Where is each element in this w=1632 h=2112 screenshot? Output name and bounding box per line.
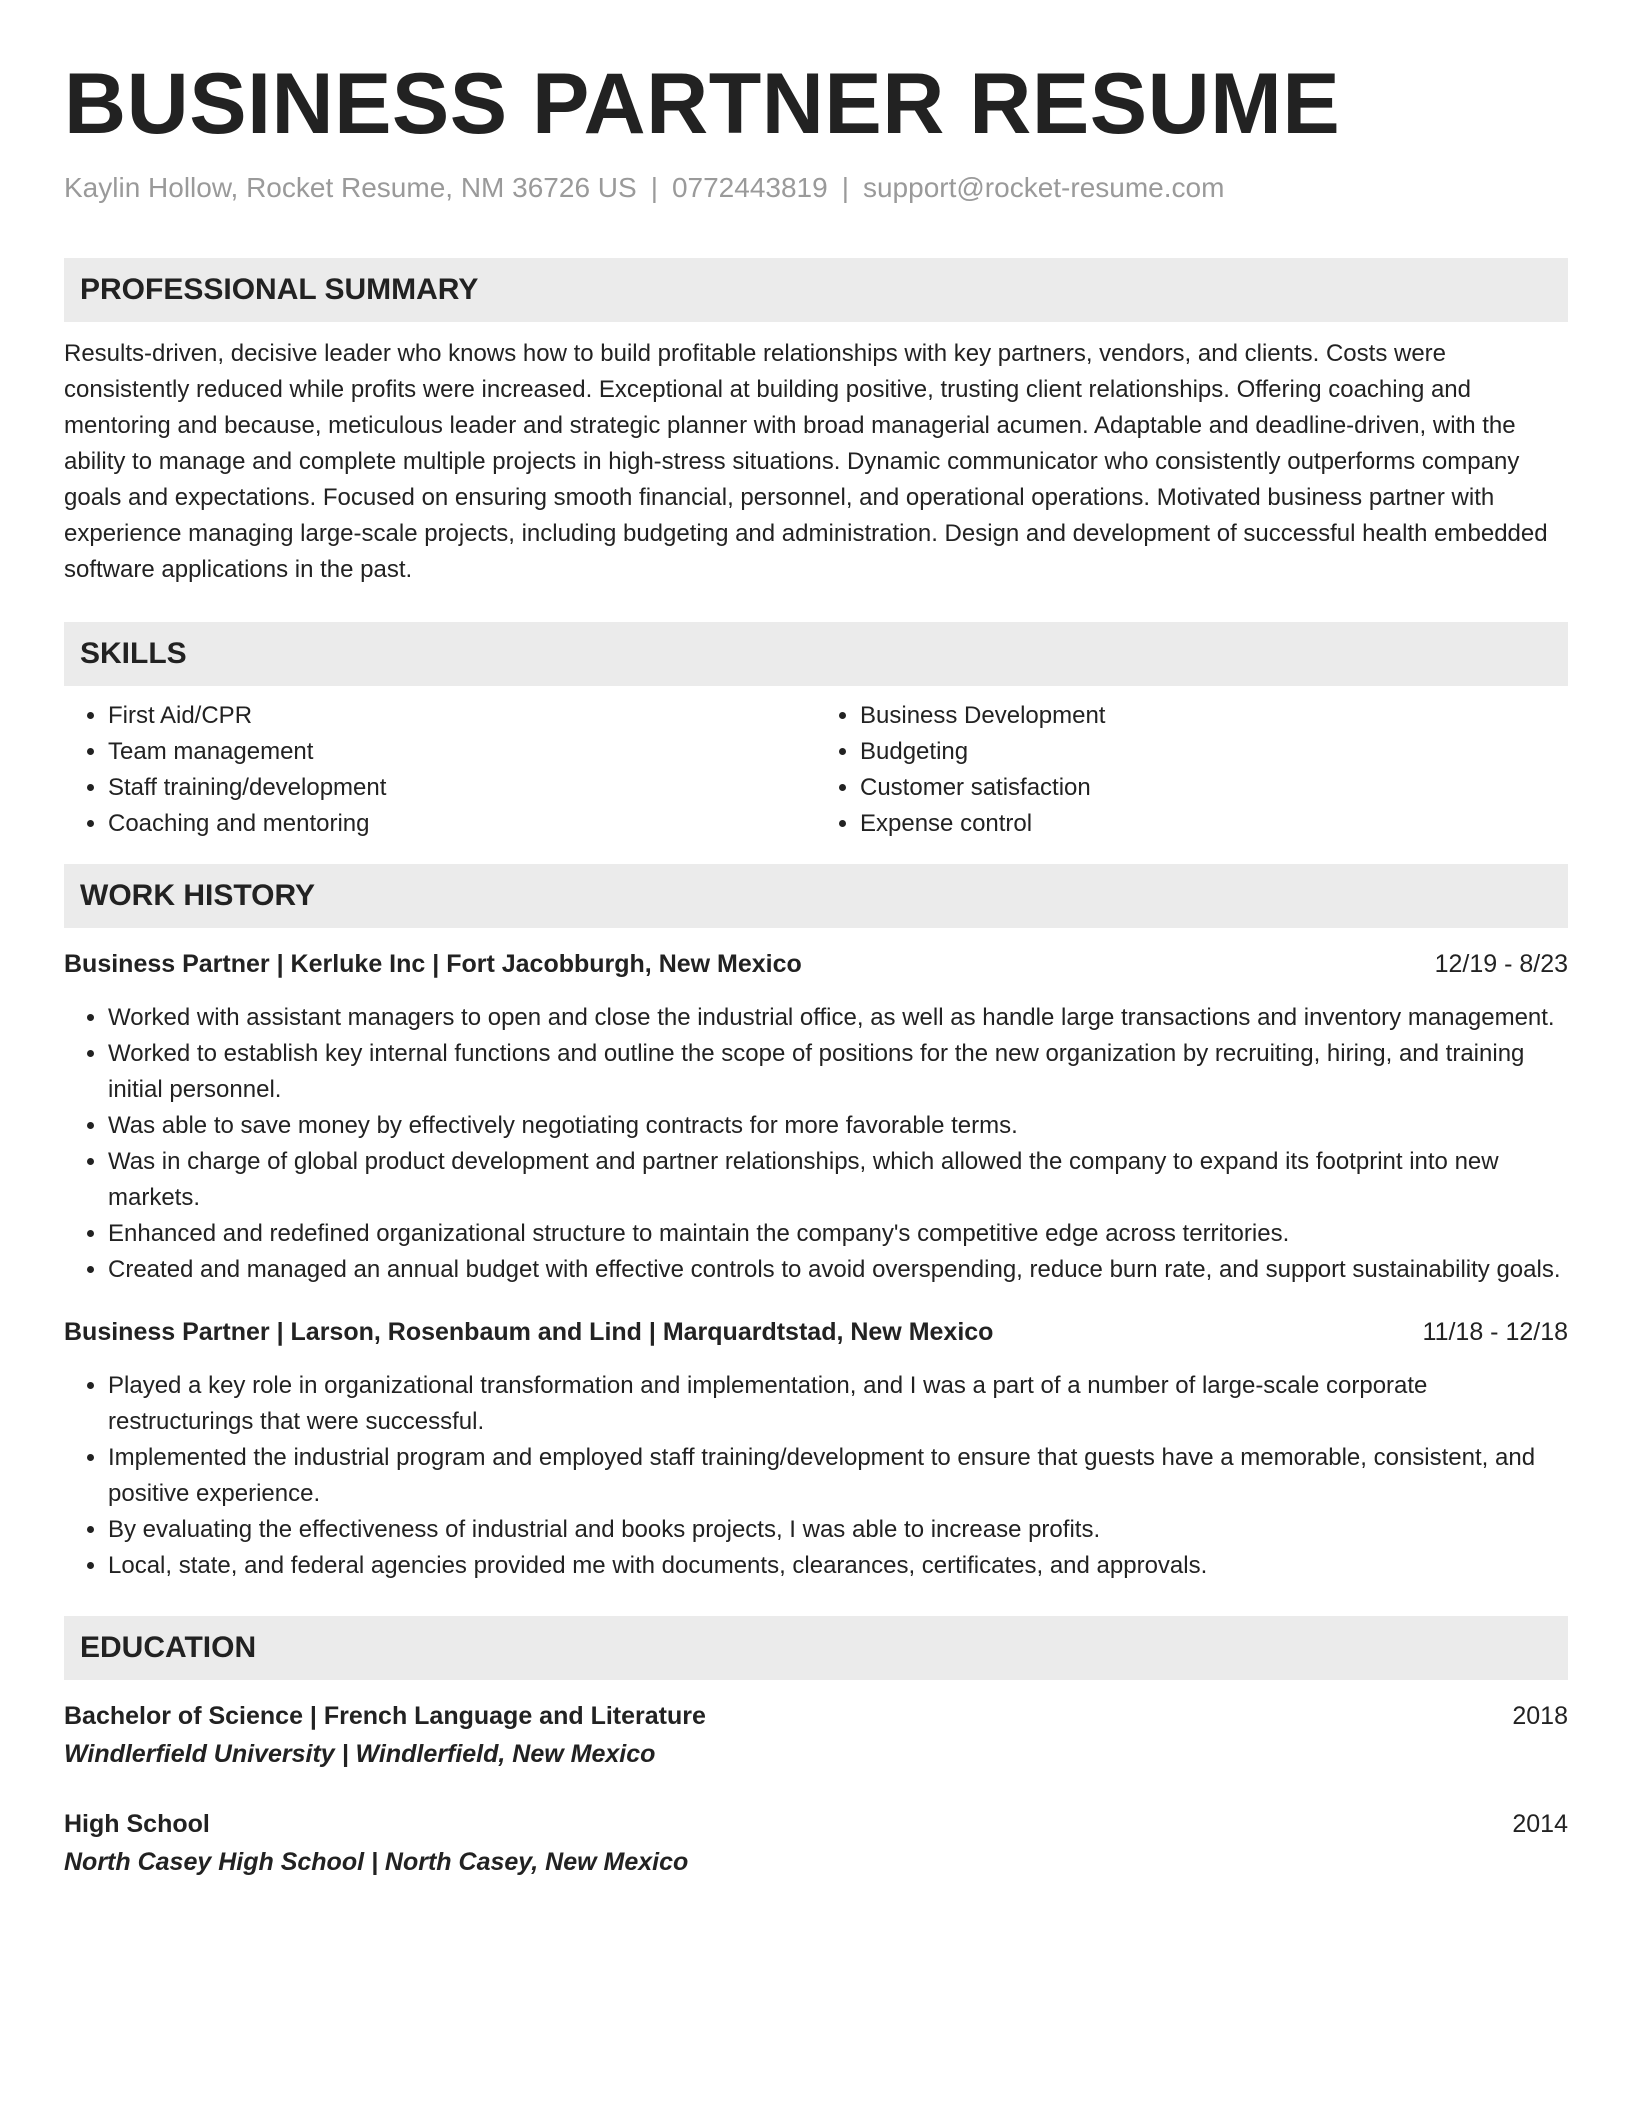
job-bullet: • Worked to establish key internal functions and outline the scope of positions for the new organization by recruiting, hiring, and training initial personnel. xyxy=(108,1036,1568,1108)
skill-item: • Customer satisfaction xyxy=(860,770,1568,806)
job-entry xyxy=(64,1314,1568,1584)
skill-item: • Expense control xyxy=(860,806,1568,842)
skill-item: • First Aid/CPR xyxy=(108,698,816,734)
education-header xyxy=(64,1698,1568,1734)
education-school: Windlerfield University | Windlerfield, New Mexico xyxy=(64,1740,656,1768)
job-dates: 11/18 - 12/18 xyxy=(1422,1318,1568,1346)
contact-address: Kaylin Hollow, Rocket Resume, NM 36726 US xyxy=(64,172,637,203)
education-section xyxy=(64,1616,1568,1880)
job-entry xyxy=(64,946,1568,1288)
skills-list-left xyxy=(64,698,816,842)
education-degree: Bachelor of Science | French Language and Literature xyxy=(64,1702,706,1730)
contact-email: support@rocket-resume.com xyxy=(862,172,1225,203)
education-year: 2014 xyxy=(1512,1810,1568,1838)
job-bullet: • Local, state, and federal agencies provided me with documents, clearances, certificates, and approvals. xyxy=(108,1548,1568,1584)
contact-separator: | xyxy=(841,172,849,203)
job-bullet: • Was in charge of global product development and partner relationships, which allowed the company to expand its footprint into new markets. xyxy=(108,1144,1568,1216)
skill-item: • Coaching and mentoring xyxy=(108,806,816,842)
skill-item: • Staff training/development xyxy=(108,770,816,806)
education-entry xyxy=(64,1806,1568,1880)
skills-heading: SKILLS xyxy=(64,622,1568,686)
education-heading: EDUCATION xyxy=(64,1616,1568,1680)
summary-heading: PROFESSIONAL SUMMARY xyxy=(64,258,1568,322)
skill-item: • Team management xyxy=(108,734,816,770)
education-year: 2018 xyxy=(1512,1702,1568,1730)
job-bullets xyxy=(64,1368,1568,1584)
job-bullet: • Created and managed an annual budget with effective controls to avoid overspending, reduce burn rate, and support sustainability goals. xyxy=(108,1252,1568,1288)
job-dates: 12/19 - 8/23 xyxy=(1434,950,1568,978)
education-school: North Casey High School | North Casey, New Mexico xyxy=(64,1848,689,1876)
job-bullet: • Worked with assistant managers to open and close the industrial office, as well as handle large transactions and inventory management. xyxy=(108,1000,1568,1036)
job-title: Business Partner | Kerluke Inc | Fort Jacobburgh, New Mexico xyxy=(64,950,802,978)
job-header xyxy=(64,1314,1568,1350)
contact-separator: | xyxy=(650,172,658,203)
resume-title: BUSINESS PARTNER RESUME xyxy=(64,56,1341,152)
job-header xyxy=(64,946,1568,982)
work-history-heading: WORK HISTORY xyxy=(64,864,1568,928)
work-history-section xyxy=(64,864,1568,1584)
job-title: Business Partner | Larson, Rosenbaum and Lind | Marquardtstad, New Mexico xyxy=(64,1318,994,1346)
job-bullet: • Enhanced and redefined organizational structure to maintain the company's competitive edge across territories. xyxy=(108,1216,1568,1252)
education-entry xyxy=(64,1698,1568,1772)
job-bullet: • By evaluating the effectiveness of industrial and books projects, I was able to increase profits. xyxy=(108,1512,1568,1548)
education-header xyxy=(64,1806,1568,1842)
job-bullets xyxy=(64,1000,1568,1288)
skills-columns xyxy=(64,698,1568,842)
job-bullet: • Implemented the industrial program and employed staff training/development to ensure that guests have a memorable, consistent, and positive experience. xyxy=(108,1440,1568,1512)
contact-phone: 0772443819 xyxy=(671,172,828,203)
skills-section xyxy=(64,622,1568,842)
contact-line xyxy=(64,170,1568,206)
education-degree: High School xyxy=(64,1810,210,1838)
skill-item: • Business Development xyxy=(860,698,1568,734)
skill-item: • Budgeting xyxy=(860,734,1568,770)
summary-section xyxy=(64,258,1568,588)
summary-text: Results-driven, decisive leader who knows how to build profitable relationships with key partners, vendors, and clients. Costs were consistently reduced while profits were increased. Exceptional at building positive, trusting client relationships. Offering coaching and mentoring and because, meticulous leader and strategic planner with broad managerial acumen. Adaptable and deadline-driven, with the ability to manage and complete multiple projects in high-stress situations. Dynamic communicator who consistently outperforms company goals and expectations. Focused on ensuring smooth financial, personnel, and operational operations. Motivated business partner with experience managing large-scale projects, including budgeting and administration. Design and development of successful health embedded software applications in the past. xyxy=(64,340,1548,583)
job-bullet: • Played a key role in organizational transformation and implementation, and I was a part of a number of large-scale corporate restructurings that were successful. xyxy=(108,1368,1568,1440)
skills-list-right xyxy=(816,698,1568,842)
job-bullet: • Was able to save money by effectively negotiating contracts for more favorable terms. xyxy=(108,1108,1568,1144)
